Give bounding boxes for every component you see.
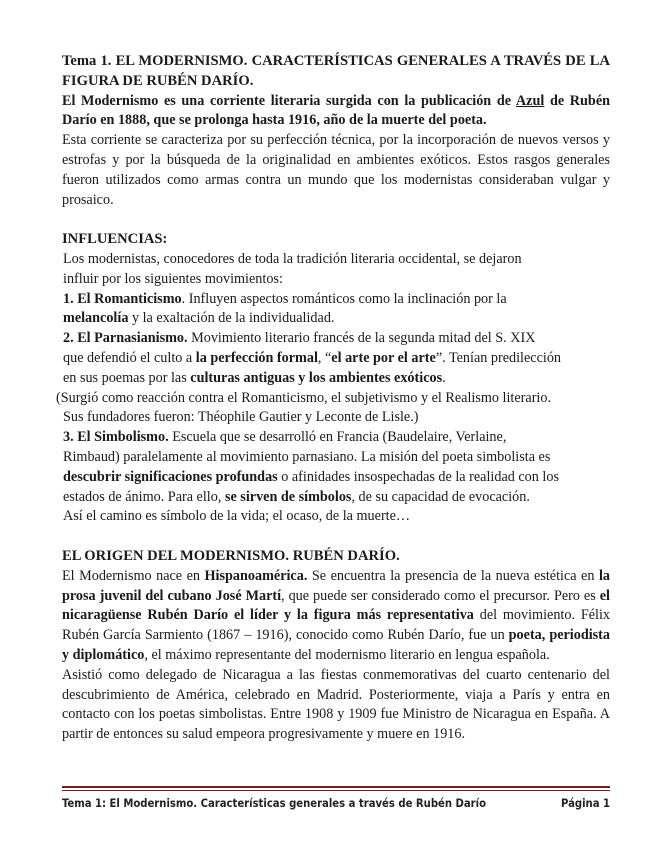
parnasianismo-text-1: Movimiento literario francés de la segunda mitad del S. XIX xyxy=(187,330,536,347)
poeta-periodista-bold: poeta, periodista y diplomático xyxy=(62,627,611,663)
simbolismo-text-4a: estados de ánimo. Para ello, xyxy=(63,488,225,505)
significaciones-bold: descubrir significaciones profundas xyxy=(63,468,278,485)
simbolismo-text-1: Escuela que se desarrolló en Francia (Baudelaire, Verlaine, xyxy=(168,429,507,446)
simbolismo-line-2: Rimbaud) paralelamente al movimiento parnasiano. La misión del poeta simbolista es xyxy=(63,448,551,465)
intro-bold-a: El Modernismo es una corriente literaria surgida con la publicación de xyxy=(62,92,516,109)
parnasianismo-text-2b: , “ xyxy=(317,349,332,366)
ruben-dario-lider-bold: el nicaragüense Rubén Darío el líder y la figura más representativa xyxy=(62,587,610,624)
footer-page-number: Página 1 xyxy=(561,797,610,810)
arte-por-el-arte-bold: el arte por el arte xyxy=(331,349,436,366)
origen-text-3: , que puede ser considerado como el precursor. Pero es xyxy=(281,587,600,604)
hispanoamerica-bold: Hispanoamérica. xyxy=(204,567,308,584)
influencias-heading: INFLUENCIAS: xyxy=(62,231,168,248)
footer-rule-thick xyxy=(62,786,610,788)
melancolia-bold: melancolía xyxy=(63,310,129,327)
influencias-line-1: Los modernistas, conocedores de toda la tradición literaria occidental, se dejaron xyxy=(63,250,522,267)
parnasianismo-line-2 xyxy=(62,349,610,369)
parnasianismo-label: 2. El Parnasianismo. xyxy=(63,330,188,347)
origen-text-1: El Modernismo nace en xyxy=(62,567,205,584)
simbolismo-text-3: o afinidades insospechadas de la realidad con los xyxy=(277,468,559,485)
parnasianismo-text-2a: que defendió el culto a xyxy=(63,349,196,366)
simbolismo-line-5: Así el camino es símbolo de la vida; el ocaso, de la muerte… xyxy=(63,508,411,525)
parnasianismo-line-3 xyxy=(62,369,610,389)
romanticismo-line-1 xyxy=(62,290,610,310)
simbolismo-line-3 xyxy=(62,468,610,488)
simbolismo-label: 3. El Simbolismo. xyxy=(63,429,169,446)
intro-paragraph: Esta corriente se caracteriza por su perfección técnica, por la incorporación de nuevos versos y estrofas y por la búsqueda de la originalidad en ambientes exóticos. Estos rasgos generales fueron utilizados como armas contra un mundo que los modernistas consideraban vulgar y prosaico. xyxy=(62,132,610,208)
simbolismo-line-1 xyxy=(62,428,610,448)
jose-marti-bold: la prosa juvenil del cubano José Martí xyxy=(62,567,611,604)
parnasianismo-note-1: (Surgió como reacción contra el Romanticismo, el subjetivismo y el Realismo literario. xyxy=(56,389,552,406)
culturas-antiguas-bold: culturas antiguas y los ambientes exóticos xyxy=(190,369,443,386)
document-title: Tema 1. EL MODERNISMO. CARACTERÍSTICAS GENERALES A TRAVÉS DE LA FIGURA DE RUBÉN DARÍO. xyxy=(62,53,610,89)
simbolismo-line-4 xyxy=(62,488,610,508)
romanticismo-text-2: y la exaltación de la individualidad. xyxy=(128,310,335,327)
romanticismo-line-2 xyxy=(62,309,610,329)
influencias-line-2: influir por los siguientes movimientos: xyxy=(63,270,283,287)
parnasianismo-text-3a: en sus poemas por las xyxy=(63,369,191,386)
footer-title: Tema 1: El Modernismo. Características generales a través de Rubén Darío xyxy=(62,797,486,810)
simbolos-bold: se sirven de símbolos xyxy=(224,488,352,505)
parnasianismo-text-3b: . xyxy=(442,369,446,386)
document-page xyxy=(56,52,611,745)
perfeccion-formal-bold: la perfección formal xyxy=(195,349,318,366)
parnasianismo-note-2: Sus fundadores fueron: Théophile Gautier y Leconte de Lisle.) xyxy=(63,409,419,426)
origen-paragraph-1 xyxy=(62,567,610,666)
parnasianismo-line-1 xyxy=(62,329,610,349)
romanticismo-text-1: . Influyen aspectos románticos como la inclinación por la xyxy=(181,290,507,307)
parnasianismo-text-2c: ”. Tenían predilección xyxy=(435,349,562,366)
page-footer xyxy=(62,786,610,810)
intro-bold-b: de Rubén Darío en 1888, que se prolonga hasta 1916, año de la muerte del poeta. xyxy=(62,92,611,129)
romanticismo-label: 1. El Romanticismo xyxy=(63,290,182,307)
origen-text-5: , el máximo representante del modernismo literario en lengua española. xyxy=(144,646,550,663)
simbolismo-text-4b: , de su capacidad de evocación. xyxy=(351,488,530,505)
azul-link[interactable]: Azul xyxy=(515,92,545,109)
origen-heading: EL ORIGEN DEL MODERNISMO. RUBÉN DARÍO. xyxy=(62,547,400,564)
origen-text-4: del movimiento. Félix Rubén García Sarmiento (1867 – 1916), conocido como Rubén Darío, fue un xyxy=(62,607,610,644)
intro-bold-sentence xyxy=(62,92,610,132)
origen-text-2: Se encuentra la presencia de la nueva estética en xyxy=(307,567,599,584)
footer-text-row xyxy=(62,797,610,810)
origen-paragraph-2: Asistió como delegado de Nicaragua a las fiestas conmemorativas del cuarto centenario del descubrimiento de América, celebrado en Madrid. Posteriormente, viaja a París y entra en contacto con los poetas simbolistas. Entre 1908 y 1909 fue Ministro de Nicaragua en España. A partir de entonces su salud empeora progresivamente y muere en 1916. xyxy=(62,666,610,743)
footer-rule-thin xyxy=(62,790,610,791)
